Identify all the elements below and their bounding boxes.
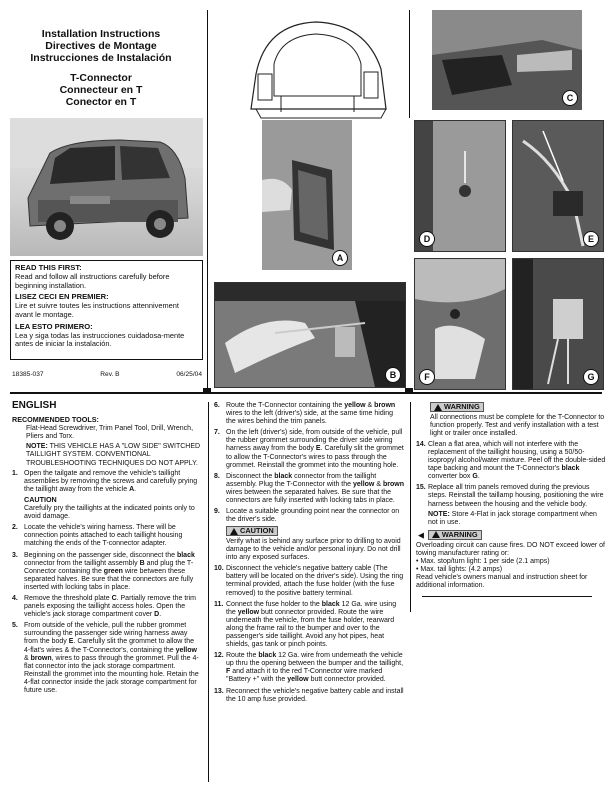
warning-1-block: [416, 402, 606, 438]
warning-2-block: [416, 530, 606, 590]
title-en: Installation Instructions: [41, 28, 161, 40]
step-3-text: wire between these separated halves. Be sure that the connectors are fully inserted with locking tabs in place.: [24, 567, 194, 591]
step-12-black: black: [258, 652, 277, 660]
tools-heading: RECOMMENDED TOOLS:: [12, 415, 99, 425]
divider-line: [410, 402, 411, 612]
step-4-text: Remove the threshold plate: [24, 594, 110, 602]
figure-f-label: F: [419, 369, 435, 385]
step-8-text: Disconnect the: [226, 472, 273, 480]
warning-triangle-icon: [432, 531, 440, 538]
note-text: THIS VEHICLE HAS A "LOW SIDE" SWITCHED TAILLIGHT SYSTEM. CONVENTIONAL TROUBLESHOOTING TECHNIQUES DO NOT APPLY.: [26, 443, 201, 467]
figure-ref: E: [315, 445, 321, 453]
step-5-text: From outside of the vehicle, pull the rubber grommet surrounding the passenger side wiring harness away from the body: [24, 622, 188, 646]
warning-triangle-icon: [434, 404, 442, 411]
figure-ref: D: [154, 611, 160, 619]
english-column-2: [214, 402, 404, 707]
divider-line: [10, 392, 602, 394]
step-14: 14. Clean a flat area, which will not interfere with the replacement of the taillight housing, using a 50/50-isopropyl alcohol/water mixture. Peel off the double-sided tape backing and mount the T-Connector's black converter box G.: [416, 440, 606, 481]
note-2-text: Store 4-Flat in jack storage compartment when not in use.: [428, 510, 597, 526]
caution-text: Carefully pry the taillights at the indicated points only to avoid damage.: [24, 505, 195, 521]
figure-g-label: G: [583, 369, 599, 385]
warning-2-bullet-1: • Max. stop/turn light: 1 per side (2.1 amps): [416, 557, 550, 565]
step-3-green: green: [103, 567, 123, 575]
step-5: 5. From outside of the vehicle, pull the rubber grommet surrounding the passenger side wiring harness away from the body E. Carefully slit the grommet to allow the 4-flat's wires & the T-Connector's, containing the yellow & brown, wires to pass through the grommet. Pull the 4-flat connector into the jack storage compartment. Reinstall the grommet into the mounting hole. Retain the 4-flat connector inside the jack storage compartment for future use.: [12, 622, 199, 694]
minivan-icon: [10, 118, 203, 256]
step-12-text: butt connector provided.: [310, 676, 386, 684]
figure-b-photo: [214, 282, 406, 388]
warning-2-tail: Read vehicle's owners manual and instruction sheet for additional information.: [416, 573, 588, 589]
step-12-yellow: yellow: [287, 676, 309, 684]
note-2-label: NOTE:: [428, 510, 450, 518]
figure-a-label: A: [332, 250, 348, 266]
warning-2-label: WARNING: [441, 529, 478, 539]
caution-2-badge: [226, 526, 278, 536]
read-first-fr-heading: LISEZ CECI EN PREMIER:: [15, 292, 109, 302]
product-es: Conector en T: [65, 96, 137, 108]
step-6-brown: brown: [374, 402, 396, 409]
warning-1-text: All connections must be complete for the T-Connector to function properly. Test and verify installation with a test light or trailer once installed.: [430, 413, 605, 437]
step-8: 8. Disconnect the black connector from the taillight assembly. Plug the T-Connector with the yellow & brown wires between the separated halves. Be sure that the connectors are fully inserted with locking tabs in place.: [214, 472, 404, 505]
read-first-en-heading: READ THIS FIRST:: [15, 263, 82, 272]
read-first-es-heading: LEA ESTO PRIMERO:: [15, 321, 93, 331]
step-6-text: Route the T-Connector containing the: [226, 402, 343, 409]
caution-label: CAUTION: [24, 494, 57, 504]
step-8-black: black: [274, 472, 293, 480]
step-7: 7. On the left (driver's) side, from outside of the vehicle, pull the rubber grommet surrounding the driver side wiring harness away from the body E. Carefully slit the grommet to allow the T-Connector's wires to pass through the grommet. Reinstall the grommet into the mounting hole.: [214, 429, 404, 469]
step-9-text: Locate a suitable grounding point near the connector on the driver's side.: [226, 508, 400, 524]
caution-2-label: CAUTION: [240, 526, 274, 536]
title-es: Instrucciones de Instalación: [30, 52, 172, 64]
product-fr: Connecteur en T: [59, 84, 143, 96]
step-3-black: black: [176, 551, 195, 559]
figure-d-photo: [414, 120, 506, 252]
figure-c-photo: [432, 10, 582, 110]
figure-c-label: C: [562, 90, 578, 106]
read-first-fr-text: Lire et suivre toutes les instructions attennivement avant le montage.: [15, 301, 179, 319]
register-mark: [405, 388, 413, 393]
step-14-black: black: [561, 465, 580, 473]
step-7-text: On the left (driver's) side, from outside of the vehicle, pull the rubber grommet surrounding the driver side wiring harness away from the body: [226, 429, 403, 453]
step-13-text: Reconnect the vehicle's negative battery cable and install the 10 amp fuse provided.: [226, 687, 404, 703]
figure-ref: B: [139, 559, 145, 567]
title-block: [10, 28, 192, 64]
tools-text: Flat-Head Screwdriver, Trim Panel Tool, Drill, Wrench, Pliers and Torx.: [26, 425, 194, 441]
step-12-text: Route the: [226, 652, 257, 660]
step-15-text: Replace all trim panels removed during the previous steps. Reinstall the taillamp housing, positioning the wire harness between the housing and the vehicle body.: [428, 484, 604, 508]
read-first-en-text: Read and follow all instructions carefully before beginning installation.: [15, 271, 170, 290]
step-4: 4. Remove the threshold plate C. Partially remove the trim panels exposing the taillight access holes. Open the vehicle's jack storage compartment cover D.: [12, 594, 196, 619]
hand-connector-icon: [215, 283, 405, 387]
divider-line: [409, 10, 410, 118]
step-6: 6. Route the T-Connector containing the yellow & brown wires to the left (driver's) side, at the same time hiding the wires behind the trim panels.: [214, 402, 396, 426]
note-label: NOTE:: [26, 443, 48, 451]
caution-2-text: Verify what is behind any surface prior to drilling to avoid damage to the vehicle and/or personal injury. Do not drill into any exposed surfaces.: [226, 537, 401, 562]
read-first-box: [10, 260, 203, 360]
figure-ref: E: [68, 638, 74, 646]
figure-ref: G: [472, 473, 478, 481]
step-8-text: &: [376, 480, 382, 488]
figure-d-label: D: [419, 231, 435, 247]
warning-triangle-icon: [230, 528, 238, 535]
step-3-text: and plug the T-Connector containing the: [24, 559, 194, 575]
step-11-yellow: yellow: [237, 608, 260, 616]
figure-g-photo: [512, 258, 604, 390]
step-8-yellow: yellow: [352, 480, 375, 488]
note-block: [12, 443, 202, 467]
figure-a-photo: [262, 120, 352, 270]
note-2-block: [428, 511, 606, 527]
english-column-3: [416, 402, 606, 597]
step-5-text: , wires to pass through the grommet. Pull the 4-flat connector into the jack storage compartment. Reinstall the grommet into the mounting hole. Retain the 4-flat connector inside the jack storage compartment for future use.: [24, 654, 199, 694]
step-12-text: and attach it to the red T-Connector wire marked "Battery +" with the: [226, 668, 383, 684]
step-6-text: wires to the left (driver's) side, at the same time hiding the wires behind the trim panels.: [226, 410, 394, 426]
figure-ref: F: [226, 668, 231, 676]
step-9: 9. Locate a suitable grounding point near the connector on the driver's side. CAUTION Verify what is behind any surface prior to drilling to avoid damage to the vehicle and/or personal injury. Do not drill into any exposed surfaces.: [214, 508, 404, 562]
step-3-text: Beginning on the passenger side, disconnect the: [24, 551, 175, 559]
part-number: 18385-037: [12, 371, 44, 378]
step-8-text: connector from the taillight assembly. Plug the T-Connector with the: [226, 472, 377, 488]
step-12: 12. Route the black 12 Ga. wire from underneath the vehicle up thru the opening between the bumper and the taillight, F and attach it to the red T-Connector wire marked "Battery +" with the yellow butt connector provided.: [214, 652, 404, 684]
warning-2-text: Overloading circuit can cause fires. DO NOT exceed lower of towing manufacturer rating or:: [416, 541, 605, 557]
fire-icon: ◄: [416, 530, 426, 542]
step-3: 3. Beginning on the passenger side, disconnect the black connector from the taillight assembly B and plug the T-Connector containing the green wire between these separated halves. Be sure that the connectors are fully inserted with locking tabs in place.: [12, 551, 195, 591]
step-1: 1. Open the tailgate and remove the vehicle's taillight assemblies by removing the screws and carefully prying the taillight away from the vehicle A. CAUTION Carefully pry the taillights at the indicated points only to avoid damage.: [12, 470, 202, 522]
step-5-yellow: yellow: [175, 646, 197, 654]
step-4-text: . Partially remove the trim panels exposing the taillight access holes. Open the vehicle's jack storage compartment cover: [24, 594, 196, 619]
step-8-brown: brown: [382, 480, 404, 488]
step-2-text: Locate the vehicle's wiring harness. There will be connection points attached to each taillight housing matching the ends of the T-connector adapter.: [24, 524, 183, 548]
step-6-yellow: yellow: [344, 402, 366, 409]
warning-2-bullet-2: • Max. tail lights: (4.2 amps): [416, 565, 503, 573]
step-8-text: wires between the separated halves. Be sure that the connectors are fully inserted with locking tabs in place.: [226, 488, 395, 505]
date: 06/25/04: [176, 371, 202, 378]
step-11-text: 12 Ga. wire using the: [226, 600, 397, 616]
english-column-1: [12, 402, 202, 698]
step-14-text: converter box: [428, 473, 471, 481]
english-heading: ENGLISH: [12, 400, 57, 411]
step-11-text: butt connector provided. Route the wire underneath the vehicle, from the fuse holder, rearward along the frame rail to the bumper and over to the passenger's side taillight. Avoid any hot pipes, heat shields, gas tank or pinch points.: [226, 608, 395, 649]
step-10-text: Disconnect the vehicle's negative battery cable (The battery will be located on the driver's side). Using the ring terminal provided, attach the fuse holder (with the fuse removed) to the positive battery terminal.: [226, 565, 404, 597]
warning-1-badge: [430, 402, 484, 412]
warning-2-badge: [428, 530, 482, 540]
step-7-text: . Carefully slit the grommet to allow the T-Connector's wires to pass through the grommet. Reinstall the grommet into the mounting hole.: [226, 445, 404, 469]
warning-1-label: WARNING: [444, 402, 480, 411]
figure-ref: A: [129, 485, 135, 493]
step-2: 2. Locate the vehicle's wiring harness. There will be connection points attached to each taillight housing matching the ends of the T-connector adapter.: [12, 524, 202, 548]
divider-line: [208, 402, 209, 782]
product-block: [10, 72, 192, 108]
step-5-brown: brown: [30, 654, 52, 662]
revision: Rev. B: [100, 371, 120, 378]
step-3-text: connector from the taillight assembly: [24, 559, 138, 567]
vehicle-rear-icon: [236, 14, 396, 122]
step-6-text: &: [367, 402, 373, 409]
step-12-text: 12 Ga. wire from underneath the vehicle up thru the opening between the bumper and the taillight,: [226, 652, 404, 668]
part-info: [12, 371, 202, 378]
rear-taillight-icon: [432, 10, 582, 110]
product-en: T-Connector: [70, 72, 132, 84]
title-fr: Directives de Montage: [45, 40, 157, 52]
figure-a-drawing: [236, 14, 396, 122]
figure-e-label: E: [583, 231, 599, 247]
caution-2-header: [226, 526, 404, 538]
figure-e-photo: [512, 120, 604, 252]
step-11-text: Connect the fuse holder to the: [226, 600, 320, 608]
figure-f-photo: [414, 258, 506, 390]
taillight-icon: [262, 120, 352, 270]
vehicle-photo: [10, 118, 203, 256]
read-first-es-text: Lea y siga todas las instrucciones cuidadosa-mente antes de iniciar la instalación.: [15, 330, 185, 349]
step-15: 15. Replace all trim panels removed during the previous steps. Reinstall the taillamp housing, positioning the wire harness between the housing and the vehicle body. NOTE: Store 4-Flat in jack storage compartment when not in use.: [416, 484, 606, 526]
step-14-text: Clean a flat area, which will not interfere with the replacement of the taillight housing, using a 50/50-isopropyl alcohol/water mixture. Peel off the double-sided tape backing and mount the T-Connector's: [428, 440, 606, 473]
step-5-text: . Carefully slit the grommet to allow the 4-flat's wires & the T-Connector's, containing the: [24, 638, 195, 654]
step-10: 10. Disconnect the vehicle's negative battery cable (The battery will be located on the driver's side). Using the ring terminal provided, attach the fuse holder (with the fuse removed) to the positive battery terminal.: [214, 565, 404, 597]
step-11: 11. Connect the fuse holder to the black 12 Ga. wire using the yellow butt connector provided. Route the wire underneath the vehicle, from the fuse holder, rearward along the frame rail to the bumper and over to the passenger's side taillight. Avoid any hot pipes, heat shields, gas tank or pinch points.: [214, 600, 397, 649]
step-1-text: Open the tailgate and remove the vehicle's taillight assemblies by removing the screws and carefully prying the taillight away from the vehicle: [24, 469, 198, 493]
step-11-black: black: [321, 600, 340, 608]
divider-line: [207, 10, 208, 388]
figure-ref: C: [111, 594, 117, 602]
step-13: 13. Reconnect the vehicle's negative battery cable and install the 10 amp fuse provided.: [214, 687, 404, 703]
register-mark: [203, 388, 211, 393]
divider-line: [422, 596, 592, 597]
figure-b-label: B: [385, 367, 401, 383]
step-5-text: &: [24, 654, 29, 662]
